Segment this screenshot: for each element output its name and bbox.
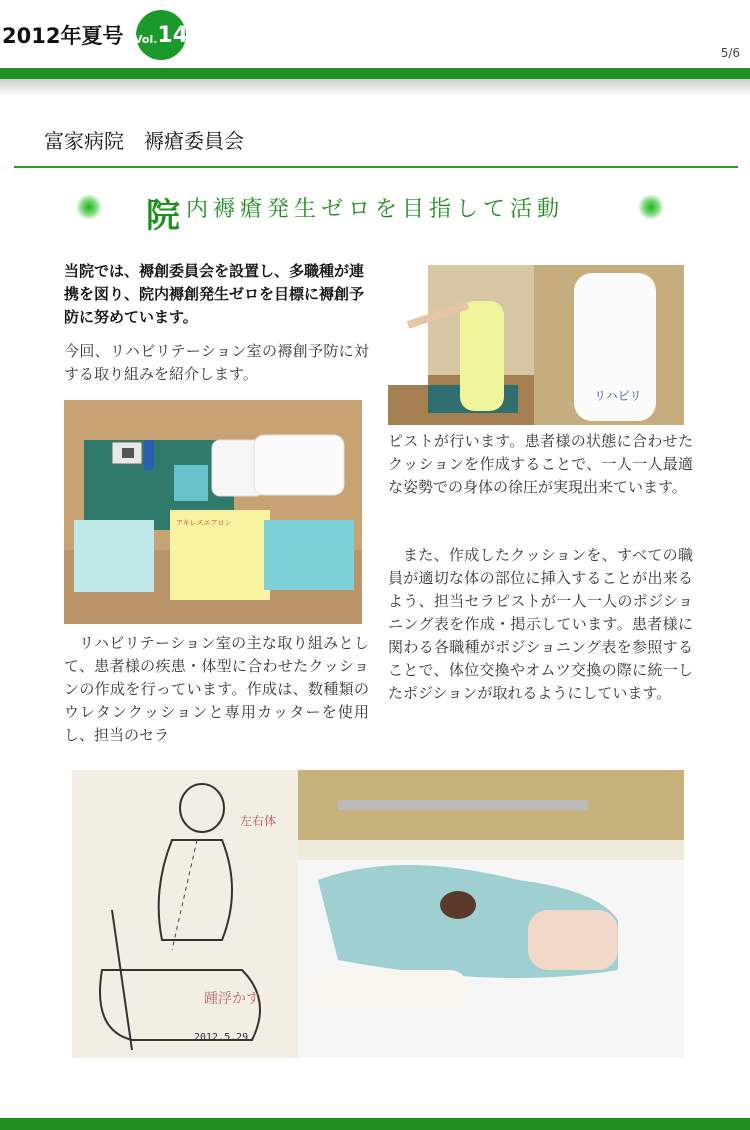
footer-bar xyxy=(0,1118,750,1130)
green-dot-icon xyxy=(76,194,102,220)
cushions-photo xyxy=(64,400,362,624)
section-title: 富家病院 褥瘡委員会 xyxy=(44,129,244,153)
volume-number: 14 xyxy=(157,22,189,48)
article-left-para: リハビリテーション室の主な取り組みとして、患者様の疾患・体型に合わせたクッションの作成を行っています。作成は、数種類のウレタンクッションと専用カッターを使用し、担当のセラ xyxy=(64,634,369,744)
sketch-date: 2012.5.29 xyxy=(194,1032,249,1043)
headline-initial: 院 xyxy=(146,196,180,236)
issue-title: 2012年夏号 xyxy=(2,24,124,48)
page-number: 5/6 xyxy=(720,46,740,60)
sketch-label: 左右体 xyxy=(240,814,277,828)
article-right-para-1: ピストが行います。患者様の状態に合わせたクッションを作成することで、一人一人最適な姿勢での身体の徐圧が実現出来ています。 xyxy=(388,432,693,496)
sketch-note: 踵浮かす xyxy=(204,991,260,1007)
header-shadow xyxy=(0,79,750,97)
volume-badge xyxy=(133,10,189,60)
article-lead: 当院では、褥創委員会を設置し、多職種が連携を図り、院内褥創発生ゼロを目標に褥創予防に努めています。 xyxy=(64,262,365,326)
green-dot-icon xyxy=(638,194,664,220)
article-intro: 今回、リハビリテーション室の褥創予防に対する取り組みを紹介します。 xyxy=(64,342,369,383)
therapist-photo xyxy=(388,265,534,425)
cushion-photo xyxy=(534,265,684,425)
section-divider xyxy=(14,166,738,168)
header-bar xyxy=(0,68,750,79)
cushion-label: リハビリ xyxy=(594,389,642,403)
positioning-sketch xyxy=(72,770,298,1058)
article-right-para-2: また、作成したクッションを、すべての職員が適切な体の部位に挿入することが出来るよう、担当セラピストが一人一人のポジショニング表を作成・掲示しています。患者様に関わる各職種がポジショニング表を参照することで、体位交換やオムツ交換の際に統一したポジションが取れるようにしています。 xyxy=(388,546,693,702)
volume-prefix: Vol. xyxy=(133,32,158,46)
headline-text: 内褥瘡発生ゼロを目指して活動 xyxy=(186,197,565,222)
foam-label: アキレスエアロン xyxy=(176,519,232,527)
patient-bed-photo xyxy=(298,770,684,1058)
